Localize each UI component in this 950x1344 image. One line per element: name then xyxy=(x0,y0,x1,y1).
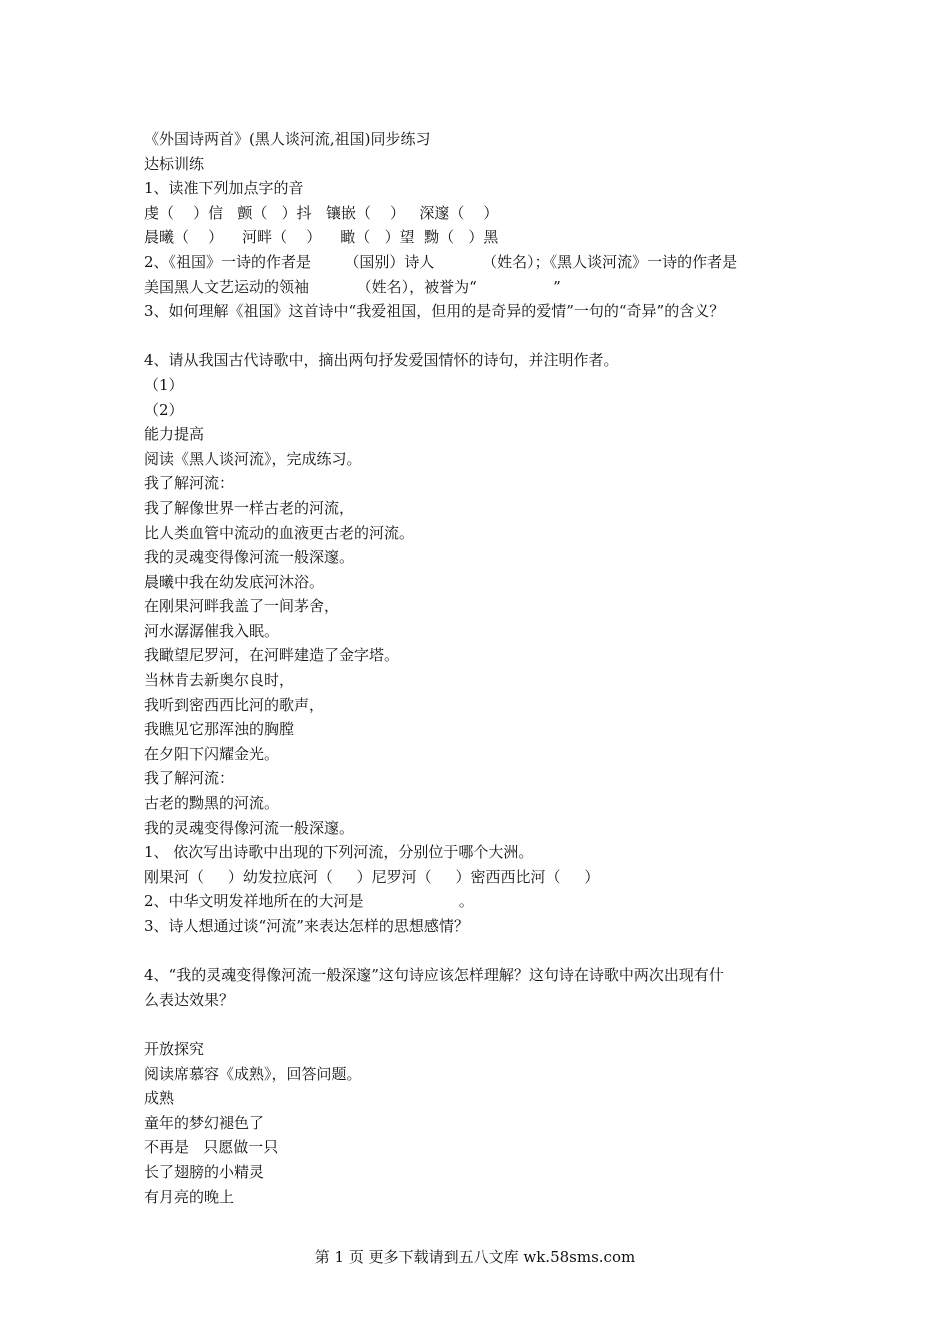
text-line: 4、请从我国古代诗歌中，摘出两句抒发爱国情怀的诗句，并注明作者。 xyxy=(144,351,619,370)
page-footer: 第 1 页 更多下载请到五八文库 wk.58sms.com xyxy=(314,1248,636,1266)
text-line: （1） xyxy=(144,375,184,394)
text-line: 开放探究 xyxy=(144,1039,205,1058)
text-line: 我的灵魂变得像河流一般深邃。 xyxy=(144,548,355,567)
text-line: 1、 依次写出诗歌中出现的下列河流，分别位于哪个大洲。 xyxy=(144,843,534,862)
text-line: 《外国诗两首》(黑人谈河流,祖国)同步练习 xyxy=(144,130,431,148)
text-line: 我的灵魂变得像河流一般深邃。 xyxy=(144,818,355,837)
blank-line xyxy=(144,939,844,964)
blank-line xyxy=(144,1012,844,1037)
document-body xyxy=(144,127,844,1209)
text-line: 晨曦中我在幼发底河沐浴。 xyxy=(144,572,325,591)
text-line: 3、如何理解《祖国》这首诗中“我爱祖国，但用的是奇异的爱情”一句的“奇异”的含义？ xyxy=(144,302,725,321)
text-line: 成熟 xyxy=(144,1089,175,1108)
text-line: 比人类血管中流动的血液更古老的河流。 xyxy=(144,523,415,542)
text-line: 虔（ ）信 颤（ ）抖 镶嵌（ ） 深邃（ ） xyxy=(144,203,499,222)
text-line: 3、诗人想通过谈“河流”来表达怎样的思想感情？ xyxy=(144,917,469,935)
text-line: 阅读《黑人谈河流》，完成练习。 xyxy=(144,449,362,468)
text-line: 阅读席慕容《成熟》，回答问题。 xyxy=(144,1064,362,1083)
text-line: 4、“我的灵魂变得像河流一般深邃”这句诗应该怎样理解？这句诗在诗歌中两次出现有什 xyxy=(144,966,724,985)
blank-line xyxy=(144,324,844,349)
text-line: 么表达效果？ xyxy=(144,990,235,1009)
text-line: 不再是 只愿做一只 xyxy=(144,1138,279,1157)
text-line: 我听到密西西比河的歌声， xyxy=(144,695,325,714)
text-line: 2、中华文明发祥地所在的大河是 。 xyxy=(144,892,474,911)
text-line: 我了解河流： xyxy=(144,769,235,788)
text-line: 2、《祖国》一诗的作者是 （国别）诗人 （姓名）；《黑人谈河流》一诗的作者是 xyxy=(144,252,738,271)
text-line: 我了解像世界一样古老的河流， xyxy=(144,498,355,517)
text-line: 长了翅膀的小精灵 xyxy=(144,1162,265,1181)
text-line: 古老的黝黑的河流。 xyxy=(144,794,280,813)
text-line: （2） xyxy=(144,400,184,419)
text-line: 童年的梦幻褪色了 xyxy=(144,1113,265,1132)
text-line: 美国黑人文艺运动的领袖 （姓名），被誉为“ ” xyxy=(144,277,561,296)
text-line: 我了解河流： xyxy=(144,474,235,493)
text-line: 刚果河（ ）幼发拉底河（ ）尼罗河（ ）密西西比河（ ） xyxy=(144,867,600,886)
text-line: 达标训练 xyxy=(144,154,205,173)
text-line: 当林肯去新奥尔良时， xyxy=(144,671,295,690)
text-line: 我瞧见它那浑浊的胸膛 xyxy=(144,720,295,739)
text-line: 在刚果河畔我盖了一间茅舍， xyxy=(144,597,340,616)
text-line: 我瞰望尼罗河，在河畔建造了金字塔。 xyxy=(144,646,400,665)
text-line: 能力提高 xyxy=(144,425,205,444)
text-line: 有月亮的晚上 xyxy=(144,1187,235,1206)
text-line: 在夕阳下闪耀金光。 xyxy=(144,744,280,763)
text-line: 晨曦（ ） 河畔（ ） 瞰（ ）望 黝（ ）黑 xyxy=(144,228,499,247)
text-line: 1、读准下列加点字的音 xyxy=(144,179,304,198)
text-line: 河水潺潺催我入眠。 xyxy=(144,621,280,640)
